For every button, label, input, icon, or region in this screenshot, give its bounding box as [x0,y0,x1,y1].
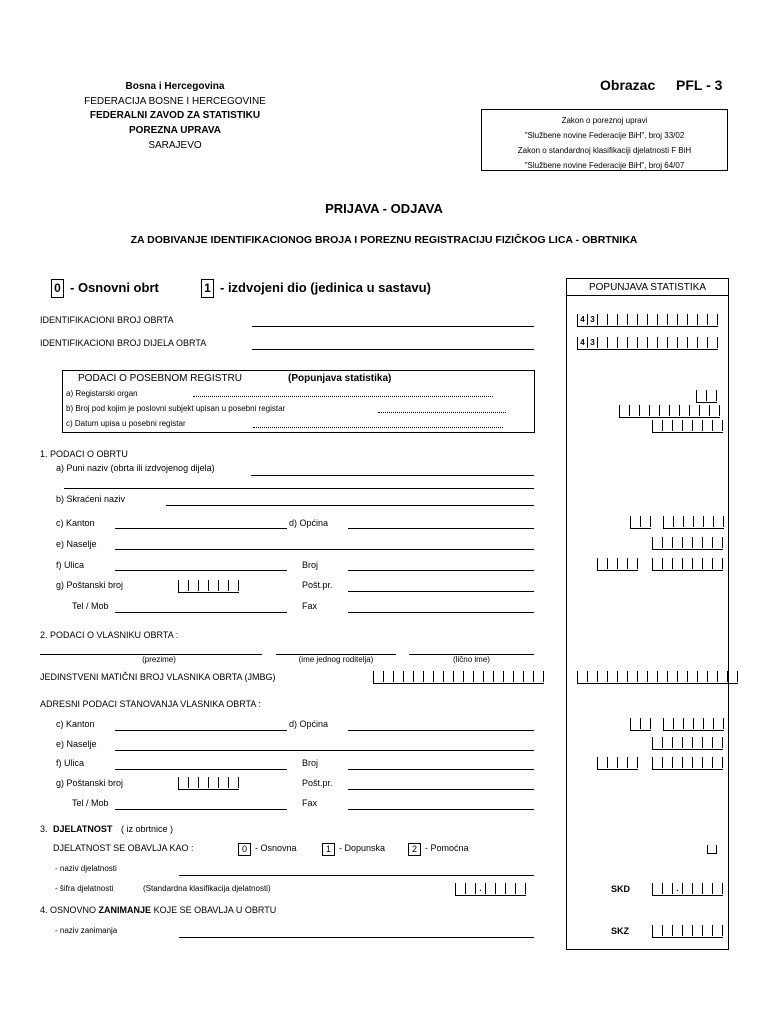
s3-activity-name-field[interactable] [179,875,534,876]
s1-number-label: Broj [302,560,319,570]
section4-title [40,905,276,915]
stat-s2-street-cells[interactable] [597,757,638,770]
s4-occupation-name-field[interactable] [179,937,534,938]
type-unit-label: - izdvojeni dio (jedinica u sastavu) [220,280,431,295]
stat-registry-b-cells[interactable] [619,405,720,418]
s2-first-name-caption: (lično ime) [453,655,490,664]
stat-skd-cells[interactable]: . [652,883,723,896]
id-prefix-digit: 4 [578,314,588,325]
stat-s2-jmbg-cells[interactable] [577,671,738,684]
stat-s1-canton-cells[interactable] [630,516,651,529]
s1-phone-field[interactable] [115,612,287,613]
s2-postal-code-cells[interactable] [178,777,239,790]
s1-number-field[interactable] [348,570,534,571]
s1-municipality-field[interactable] [348,528,534,529]
s4-occupation-name-label: - naziv zanimanja [55,926,118,935]
s2-settlement-field[interactable] [115,750,534,751]
s2-jmbg-label: JEDINSTVENI MATIČNI BROJ VLASNIKA OBRTA (JMBG) [40,672,276,682]
section2-title: 2. PODACI O VLASNIKU OBRTA : [40,630,179,640]
registry-title: PODACI O POSEBNOM REGISTRU [78,373,242,384]
stat-s1-street-cells[interactable] [597,558,638,571]
section3-title: DJELATNOST [53,824,113,834]
id-dio-field[interactable] [252,349,534,350]
s3-additional-box[interactable]: 1 [322,843,335,856]
stat-s1-municipality-cells[interactable] [663,516,724,529]
s2-street-field[interactable] [115,769,287,770]
s1-phone-label: Tel / Mob [72,601,109,611]
stat-s3-type-cell[interactable] [707,845,717,854]
s2-phone-field[interactable] [115,809,287,810]
stat-s1-number-cells[interactable] [652,558,723,571]
section1-title: 1. PODACI O OBRTU [40,449,128,459]
s2-street-label: f) Ulica [56,758,85,768]
s2-postal-code-label: g) Poštanski broj [56,778,124,788]
s2-canton-label: c) Kanton [56,719,95,729]
s3-activity-code-note: (Standardna klasifikacija djelatnosti) [143,884,271,893]
s2-address-title: ADRESNI PODACI STANOVANJA VLASNIKA OBRTA : [40,699,261,709]
s3-performed-as-label: DJELATNOST SE OBAVLJA KAO : [53,843,194,853]
tax-admin-name: POREZNA UPRAVA [128,125,222,136]
s2-settlement-label: e) Naselje [56,739,97,749]
s2-fax-field[interactable] [348,809,534,810]
s1-postal-code-cells[interactable] [178,580,239,593]
stat-registry-a-cells[interactable] [696,390,717,403]
s1-short-name-label: b) Skraćeni naziv [56,494,126,504]
type-basic-box[interactable]: 0 [51,279,64,298]
s1-post-office-label: Pošt.pr. [302,580,333,590]
id-prefix-digit: 3 [588,337,598,348]
stat-s2-settlement-cells[interactable] [652,737,723,750]
s1-street-field[interactable] [115,570,287,571]
form-label: Obrazac [600,77,656,93]
id-obrt-label: IDENTIFIKACIONI BROJ OBRTA [40,315,174,325]
section3-number: 3. [40,824,48,834]
s3-activity-code-label: - šifra djelatnosti [55,884,114,893]
s3-basic-box[interactable]: 0 [238,843,251,856]
s1-canton-field[interactable] [115,528,287,529]
type-basic-label: - Osnovni obrt [70,280,159,295]
s1-full-name-field-2[interactable] [64,488,534,489]
registry-box [62,370,535,433]
s2-canton-field[interactable] [115,730,287,731]
law-line-4: "Službene novine Federacije BiH", broj 64/07 [524,161,685,170]
registry-c-label: c) Datum upisa u posebni registar [66,419,186,428]
s2-fax-label: Fax [302,798,318,808]
stat-registry-c-cells[interactable] [652,420,723,433]
stat-s1-settlement-cells[interactable] [652,537,723,550]
city-name: SARAJEVO [148,140,202,151]
id-prefix-digit: 3 [588,314,598,325]
registry-a-label: a) Registarski organ [66,389,138,398]
s2-phone-label: Tel / Mob [72,798,109,808]
stat-skz-cells[interactable] [652,925,723,938]
id-prefix-digit: 4 [578,337,588,348]
section4-title-bold: ZANIMANJE [98,905,152,915]
statistics-panel [566,278,729,950]
country-name: Bosna i Hercegovina [125,81,225,92]
s2-surname-caption: (prezime) [142,655,176,664]
s1-canton-label: c) Kanton [56,518,95,528]
s3-auxiliary-label: - Pomoćna [425,843,469,853]
registry-note: (Popunjava statistika) [288,373,392,384]
form-subtitle: ZA DOBIVANJE IDENTIFIKACIONOG BROJA I POREZNU REGISTRACIJU FIZIČKOG LICA - OBRTNIKA [130,234,638,246]
type-unit-box[interactable]: 1 [201,279,214,298]
law-line-1: Zakon o poreznoj upravi [561,116,648,125]
s2-municipality-field[interactable] [348,730,534,731]
law-line-3: Zakon o standardnoj klasifikaciji djelatnosti F BiH [517,146,692,155]
federation-name: FEDERACIJA BOSNE I HERCEGOVINE [84,96,266,107]
s3-basic-label: - Osnovna [255,843,297,853]
form-code: PFL - 3 [676,77,723,93]
registry-b-field[interactable] [378,412,506,413]
s2-post-office-label: Pošt.pr. [302,778,333,788]
stat-id-obrt-cells[interactable] [577,314,718,327]
law-box [481,109,728,171]
s3-additional-label: - Dopunska [339,843,386,853]
s3-activity-code-cells[interactable]: . [455,883,526,896]
s1-municipality-label: d) Općina [289,518,329,528]
stat-skz-label: SKZ [611,926,629,936]
s3-activity-name-label: - naziv djelatnosti [55,864,117,873]
s1-fax-field[interactable] [348,612,534,613]
s2-municipality-label: d) Općina [289,719,329,729]
section3-title-note: ( iz obrtnice ) [121,824,174,834]
institute-name: FEDERALNI ZAVOD ZA STATISTIKU [89,110,261,121]
s1-street-label: f) Ulica [56,560,85,570]
s1-full-name-label: a) Puni naziv (obrta ili izdvojenog dijela) [56,463,215,473]
stat-s2-municipality-cells[interactable] [663,718,724,731]
registry-c-field[interactable] [253,427,503,428]
s2-number-label: Broj [302,758,319,768]
registry-a-field[interactable] [193,396,493,397]
id-dio-label: IDENTIFIKACIONI BROJ DIJELA OBRTA [40,338,207,348]
s1-post-office-field[interactable] [348,591,534,592]
section4-title-suffix: KOJE SE OBAVLJA U OBRTU [153,905,277,915]
stat-s2-canton-cells[interactable] [630,718,651,731]
section4-title-prefix: 4. OSNOVNO [40,905,97,915]
s3-auxiliary-box[interactable]: 2 [408,843,421,856]
form-title: PRIJAVA - ODJAVA [325,201,443,216]
stat-id-dio-cells[interactable] [577,337,718,350]
s1-postal-code-label: g) Poštanski broj [56,580,124,590]
id-obrt-field[interactable] [252,326,534,327]
s2-parent-name-caption: (ime jednog roditelja) [298,655,374,664]
s2-post-office-field[interactable] [348,789,534,790]
s2-jmbg-cells[interactable] [373,671,544,684]
stat-skd-label: SKD [611,884,631,894]
stat-s2-number-cells[interactable] [652,757,723,770]
s1-full-name-field[interactable] [251,475,534,476]
s1-settlement-label: e) Naselje [56,539,97,549]
s2-number-field[interactable] [348,769,534,770]
law-line-2: "Službene novine Federacije BiH", broj 33/02 [524,131,685,140]
s1-settlement-field[interactable] [115,549,534,550]
registry-b-label: b) Broj pod kojim je poslovni subjekt upisan u posebni registar [66,404,286,413]
statistics-panel-title: POPUNJAVA STATISTIKA [567,279,728,296]
s1-short-name-field[interactable] [166,505,534,506]
s1-fax-label: Fax [302,601,318,611]
